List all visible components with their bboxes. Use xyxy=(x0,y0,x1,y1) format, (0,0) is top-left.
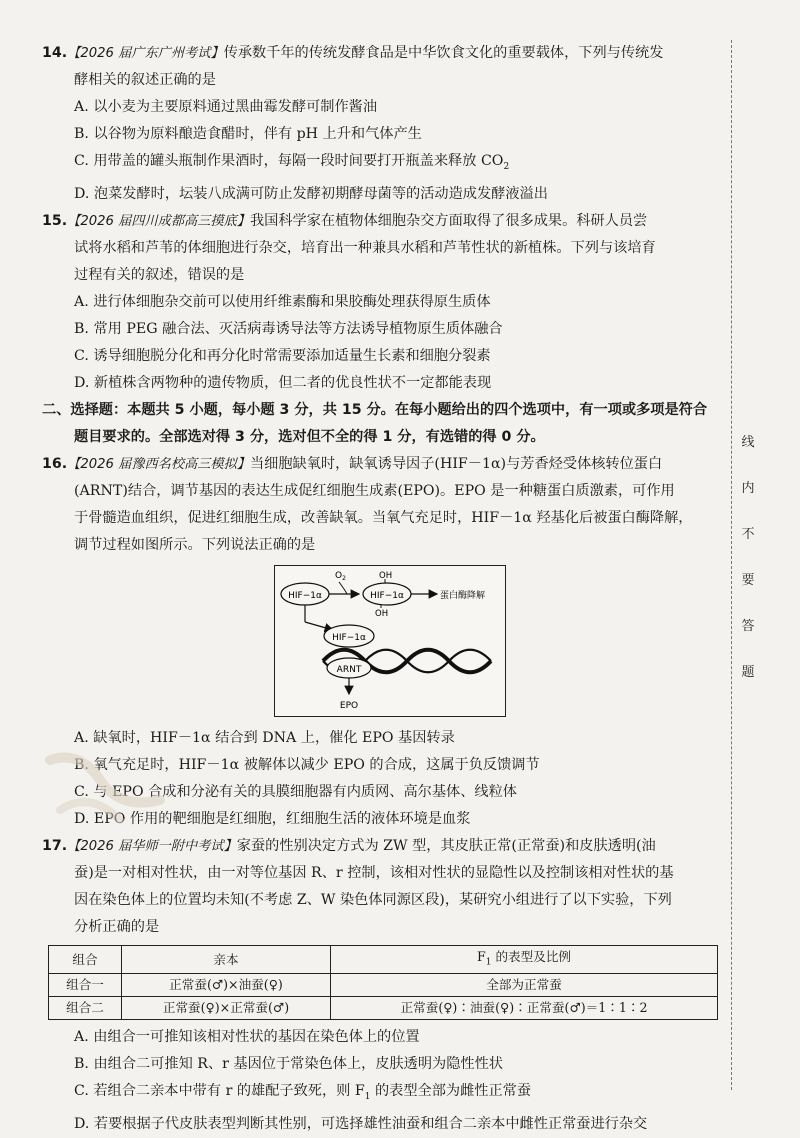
hif-bottom-label: HIF−1α xyxy=(332,632,366,643)
option-c: C. 与 EPO 合成和分泌有关的具膜细胞器有内质网、高尔基体、线粒体 xyxy=(74,783,517,800)
question-stem: 传承数千年的传统发酵食品是中华饮食文化的重要载体，下列与传统发 xyxy=(223,45,664,61)
option-c: C. 诱导细胞脱分化和再分化时常需要添加适量生长素和细胞分裂素 xyxy=(74,347,491,364)
option-b: B. 常用 PEG 融合法、灭活病毒诱导法等方法诱导植物原生质体融合 xyxy=(74,320,503,337)
option-d: D. 泡菜发酵时，坛装八成满可防止发酵初期酵母菌等的活动造成发酵液溢出 xyxy=(74,185,548,202)
o2-label: $O_2$ xyxy=(335,570,346,582)
hif-left-label: HIF−1α xyxy=(288,590,322,601)
table-cell: 正常蚕(♂)×油蚕(♀) xyxy=(122,974,331,997)
question-number: 15. xyxy=(42,212,68,229)
hif-right-label: HIF−1α xyxy=(370,590,404,601)
question-number: 16. xyxy=(42,455,68,472)
question-content xyxy=(42,40,727,1138)
option-c: C. 用带盖的罐头瓶制作果酒时，每隔一段时间要打开瓶盖来释放 $CO_2$ xyxy=(74,153,510,172)
question-15 xyxy=(42,208,727,397)
option-a: A. 缺氧时，HIF－1α 结合到 DNA 上，催化 EPO 基因转录 xyxy=(74,729,455,746)
question-stem: 过程有关的叙述，错误的是 xyxy=(74,266,245,283)
question-stem: 调节过程如图所示。下列说法正确的是 xyxy=(74,536,316,553)
diagram-drawing xyxy=(275,566,505,716)
question-stem: (ARNT)结合，调节基因的表达生成促红细胞生成素(EPO)。EPO 是一种糖蛋白质激素，可作用 xyxy=(74,482,675,499)
question-17 xyxy=(42,833,727,1138)
option-a: A. 进行体细胞杂交前可以使用纤维素酶和果胶酶处理获得原生质体 xyxy=(74,293,491,310)
option-a: A. 以小麦为主要原料通过黑曲霉发酵可制作酱油 xyxy=(74,99,378,115)
table-cell: 全部为正常蚕 xyxy=(331,974,718,997)
margin-notice: 线 内 不 要 答 题 xyxy=(741,435,755,680)
option-d: D. EPO 作用的靶细胞是红细胞，红细胞生活的液体环境是血浆 xyxy=(74,810,471,827)
binding-line xyxy=(731,40,732,1090)
question-number: 17. xyxy=(42,837,68,854)
option-b: B. 氧气充足时，HIF－1α 被解体以减少 EPO 的合成，这属于负反馈调节 xyxy=(74,756,540,773)
question-stem: 家蚕的性别决定方式为 ZW 型，其皮肤正常(正常蚕)和皮肤透明(油 xyxy=(236,837,656,854)
table-header: 亲本 xyxy=(122,945,331,974)
table-cell: 组合一 xyxy=(49,974,122,997)
question-stem: 试将水稻和芦苇的体细胞进行杂交，培育出一种兼具水稻和芦苇性状的新植株。下列与该培育 xyxy=(74,239,656,256)
table-row xyxy=(49,974,718,997)
table-header: 组合 xyxy=(49,945,122,974)
table-cell: 正常蚕(♀)×正常蚕(♂) xyxy=(122,997,331,1020)
question-source: 【2026 届四川成都高三摸底】 xyxy=(67,213,250,229)
question-stem: 我国科学家在植物体细胞杂交方面取得了很多成果。科研人员尝 xyxy=(249,212,648,229)
o2-arrow xyxy=(339,582,347,594)
question-stem: 蚕)是一对相对性状，由一对等位基因 R、r 控制，该相对性状的显隐性以及控制该相对性状的基 xyxy=(74,864,674,881)
table-header: $F_1$ 的表型及比例 xyxy=(331,945,718,974)
option-c: C. 若组合二亲本中带有 r 的雄配子致死，则 $F_1$ 的表型全部为雌性正常蚕 xyxy=(74,1083,532,1103)
question-stem: 酵相关的叙述正确的是 xyxy=(74,72,216,88)
degradation-label: 蛋白酶降解 xyxy=(440,590,486,601)
option-d: D. 若要根据子代皮肤表型判断其性别，可选择雄性油蚕和组合二亲本中雌性正常蚕进行杂交 xyxy=(74,1116,648,1133)
table-header-row xyxy=(49,945,718,974)
question-source: 【2026 届广东广州考试】 xyxy=(67,46,224,61)
table-cell: 组合二 xyxy=(49,997,122,1020)
option-b: B. 由组合二可推知 R、r 基因位于常染色体上，皮肤透明为隐性性状 xyxy=(74,1056,503,1073)
question-stem: 于骨髓造血组织，促进红细胞生成，改善缺氧。当氧气充足时，HIF－1α 羟基化后被蛋白酶降解， xyxy=(74,509,693,526)
question-14 xyxy=(42,40,727,208)
question-number: 14. xyxy=(42,45,68,61)
table-cell: 正常蚕(♀)∶油蚕(♀)∶正常蚕(♂)＝1∶1∶2 xyxy=(331,997,718,1020)
question-stem: 因在染色体上的位置均未知(不考虑 Z、W 染色体同源区段)，某研究小组进行了以下实验，下列 xyxy=(74,891,672,908)
table-row xyxy=(49,997,718,1020)
question-source: 【2026 届豫西名校高三模拟】 xyxy=(67,456,250,472)
section-heading: 二、选择题：本题共 5 小题，每小题 3 分，共 15 分。在每小题给出的四个选项中，有一项或多项是符合 题目要求的。全部选对得 3 分，选对但不全的得 1 分，有选错的得 0 分。 xyxy=(42,401,708,445)
watermark-brush xyxy=(40,740,200,840)
oh-bottom-label: OH xyxy=(375,608,389,619)
arnt-label: ARNT xyxy=(336,664,362,675)
question-source: 【2026 届华师一附中考试】 xyxy=(67,838,237,854)
hif-regulation-diagram xyxy=(274,565,506,717)
option-b: B. 以谷物为原料酿造食醋时，伴有 pH 上升和气体产生 xyxy=(74,126,422,142)
option-d: D. 新植株含两物种的遗传物质，但二者的优良性状不一定都能表现 xyxy=(74,374,492,391)
question-stem: 当细胞缺氧时，缺氧诱导因子(HIF－1α)与芳香烃受体核转位蛋白 xyxy=(249,455,663,472)
question-stem: 分析正确的是 xyxy=(74,918,160,935)
experiment-table xyxy=(48,945,718,1021)
epo-label: EPO xyxy=(339,700,359,711)
binding-arrow xyxy=(305,622,333,630)
option-a: A. 由组合一可推知该相对性状的基因在染色体上的位置 xyxy=(74,1029,420,1046)
oh-top-label: OH xyxy=(379,570,393,581)
